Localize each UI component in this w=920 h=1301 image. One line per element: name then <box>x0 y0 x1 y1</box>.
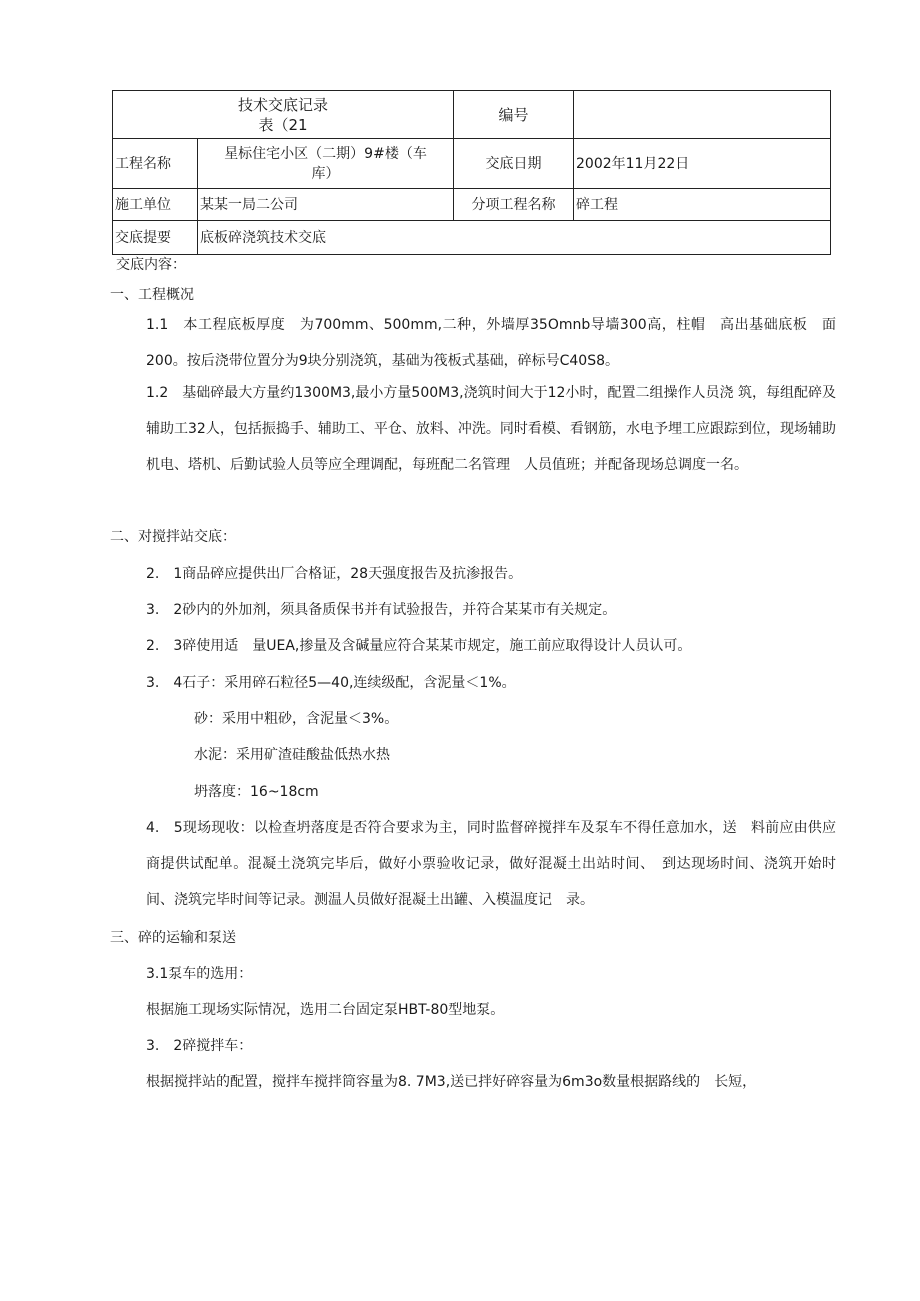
paragraph-1-1: 1.1 本工程底板厚度 为700mm、500mm,二种，外墙厚35Omnb导墙300高，柱帽 高出基础底板 面200。按后浇带位置分为9块分别浇筑，基础为筏板式基础，碎标号C40S8。 <box>146 317 836 369</box>
item-2-4-slump: 坍落度：16~18cm <box>194 784 319 800</box>
form-title-cell <box>113 91 454 139</box>
section-2-title: 二、对搅拌站交底： <box>110 529 236 545</box>
item-3-2-text: 根据搅拌站的配置，搅拌车搅拌筒容量为8. 7M3,送已拌好碎容量为6m3o数量根据路线的 长短， <box>146 1074 757 1090</box>
item-2-3: 2. 3碎使用适 量UEA,掺量及含碱量应符合某某市规定，施工前应取得设计人员认可。 <box>146 638 692 654</box>
summary-value: 底板碎浇筑技术交底 <box>198 221 831 255</box>
project-name-label: 工程名称 <box>113 139 198 189</box>
paragraph-2-5: 4. 5现场现收：以检查坍落度是否符合要求为主，同时监督碎搅拌车及泵车不得任意加水，送 料前应由供应商提供试配单。混凝土浇筑完毕后，做好小票验收记录，做好混凝土出站时间、 到达现场时间、浇筑开始时间、浇筑完毕时间等记录。测温人员做好混凝土出罐、入模温度记 录。 <box>146 820 836 908</box>
section-1-title: 一、工程概况 <box>110 287 194 303</box>
item-2-1: 2. 1商品碎应提供出厂合格证，28天强度报告及抗渗报告。 <box>146 566 523 582</box>
section-3-title: 三、碎的运输和泵送 <box>110 930 236 946</box>
form-title: 技术交底记录 <box>238 95 329 114</box>
number-value <box>574 91 831 139</box>
content-label: 交底内容： <box>116 257 186 273</box>
date-label: 交底日期 <box>454 139 574 189</box>
project-name-value: 星标住宅小区（二期）9#楼（车库） <box>198 139 454 189</box>
header-table <box>112 90 831 255</box>
sub-project-value: 碎工程 <box>574 189 831 221</box>
item-2-4-sand: 砂：采用中粗砂，含泥量＜3%。 <box>194 711 399 727</box>
item-3-1: 3.1泵车的选用： <box>146 966 253 982</box>
item-3-1-text: 根据施工现场实际情况，选用二台固定泵HBT-80型地泵。 <box>146 1002 505 1018</box>
item-2-4-cement: 水泥：采用矿渣硅酸盐低热水热 <box>194 747 390 763</box>
form-subtitle: 表（21 <box>258 115 308 134</box>
number-label: 编号 <box>454 91 574 139</box>
date-value: 2002年11月22日 <box>574 139 831 189</box>
item-3-2: 3. 2碎搅拌车： <box>146 1038 253 1054</box>
summary-label: 交底提要 <box>113 221 198 255</box>
paragraph-1-2: 1.2 基础碎最大方量约1300M3,最小方量500M3,浇筑时间大于12小时，配置二组操作人员浇 筑，每组配碎及辅助工32人，包括振捣手、辅助工、平仓、放料、冲洗。同时看模、看钢筋，水电予埋工应跟踪到位，现场辅助机电、塔机、后勤试验人员等应全理调配，每班配二名管理 人员值班；并配备现场总调度一名。 <box>146 385 836 473</box>
sub-project-label: 分项工程名称 <box>454 189 574 221</box>
item-2-2: 3. 2砂内的外加剂，须具备质保书并有试验报告，并符合某某市有关规定。 <box>146 602 617 618</box>
construction-unit-label: 施工单位 <box>113 189 198 221</box>
construction-unit-value: 某某一局二公司 <box>198 189 454 221</box>
item-2-4: 3. 4石子：采用碎石粒径5—40,连续级配，含泥量＜1%。 <box>146 675 516 691</box>
